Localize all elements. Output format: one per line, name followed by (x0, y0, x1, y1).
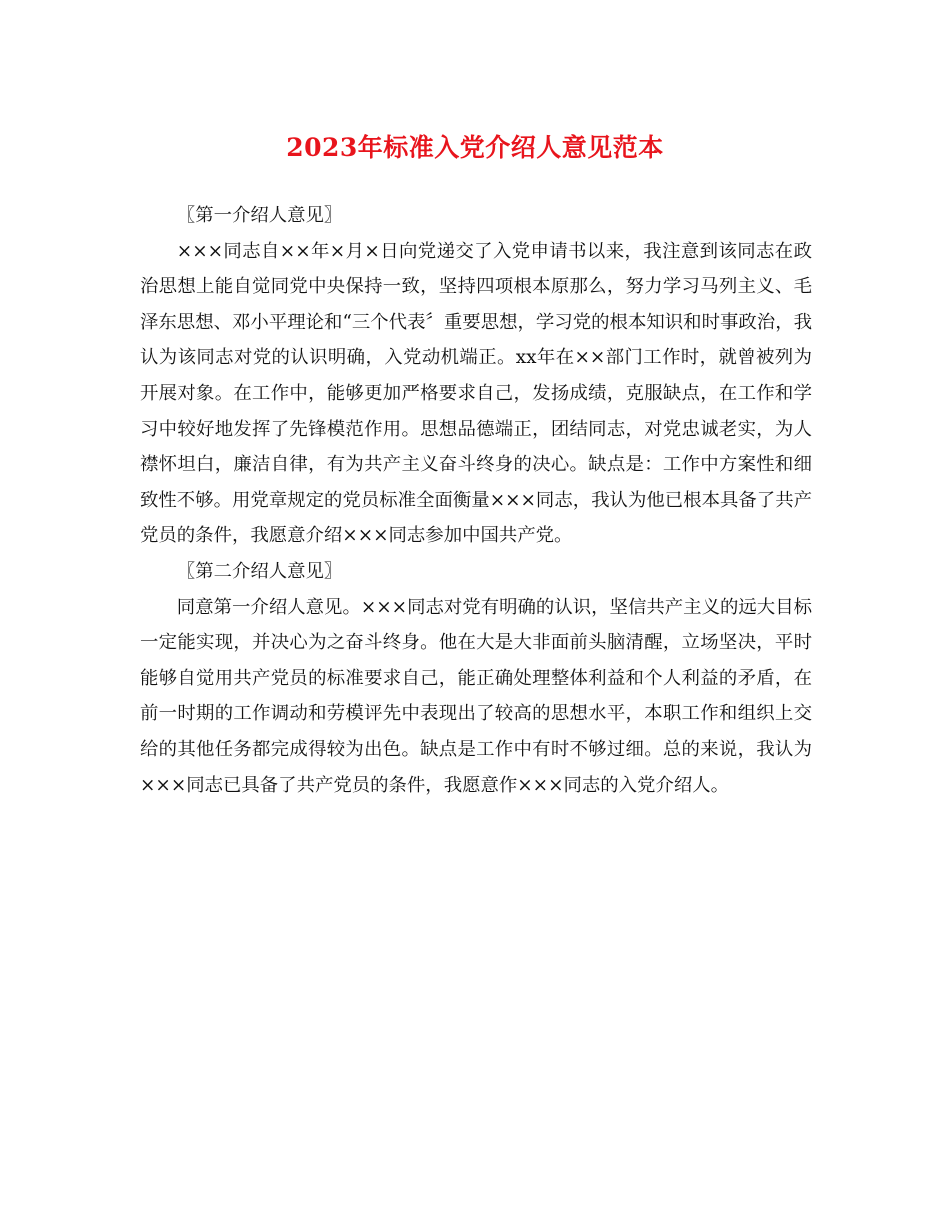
section-heading-second-introducer: 〖第二介绍人意见〗 (176, 560, 343, 582)
section-heading-first-introducer: 〖第一介绍人意见〗 (176, 205, 343, 226)
document-title: 2023年标准入党介绍人意见范本 (286, 133, 664, 162)
section-body-second-introducer: 同意第一介绍人意见。×××同志对党有明确的认识，坚信共产主义的远大目标一定能实现，并决心为之奋斗终身。他在大是大非面前头脑清醒，立场坚决，平时能够自觉用共产党员的标准要求自己，能正确处理整体利益和个人利益的矛盾，在前一时期的工作调动和劳模评先中表现出了较高的思想水平，本职工作和组织上交给的其他任务都完成得较为出色。缺点是工作中有时不够过细。总的来说，我认为×××同志已具备了共产党员的条件，我愿意作×××同志的入党介绍人。 (140, 596, 812, 796)
section-body-first-introducer: ×××同志自××年×月×日向党递交了入党申请书以来，我注意到该同志在政治思想上能自觉同党中央保持一致，坚持四项根本原那么，努力学习马列主义、毛泽东思想、邓小平理论和“三个代表〞重要思想，学习党的根本知识和时事政治，我认为该同志对党的认识明确，入党动机端正。xx年在××部门工作时，就曾被列为开展对象。在工作中，能够更加严格要求自己，发扬成绩，克服缺点，在工作和学习中较好地发挥了先锋模范作用。思想品德端正，团结同志，对党忠诚老实，为人襟怀坦白，廉洁自律，有为共产主义奋斗终身的决心。缺点是：工作中方案性和细致性不够。用党章规定的党员标准全面衡量×××同志，我认为他已根本具备了共产党员的条件，我愿意介绍×××同志参加中国共产党。 (140, 240, 812, 547)
document-body (140, 198, 812, 803)
